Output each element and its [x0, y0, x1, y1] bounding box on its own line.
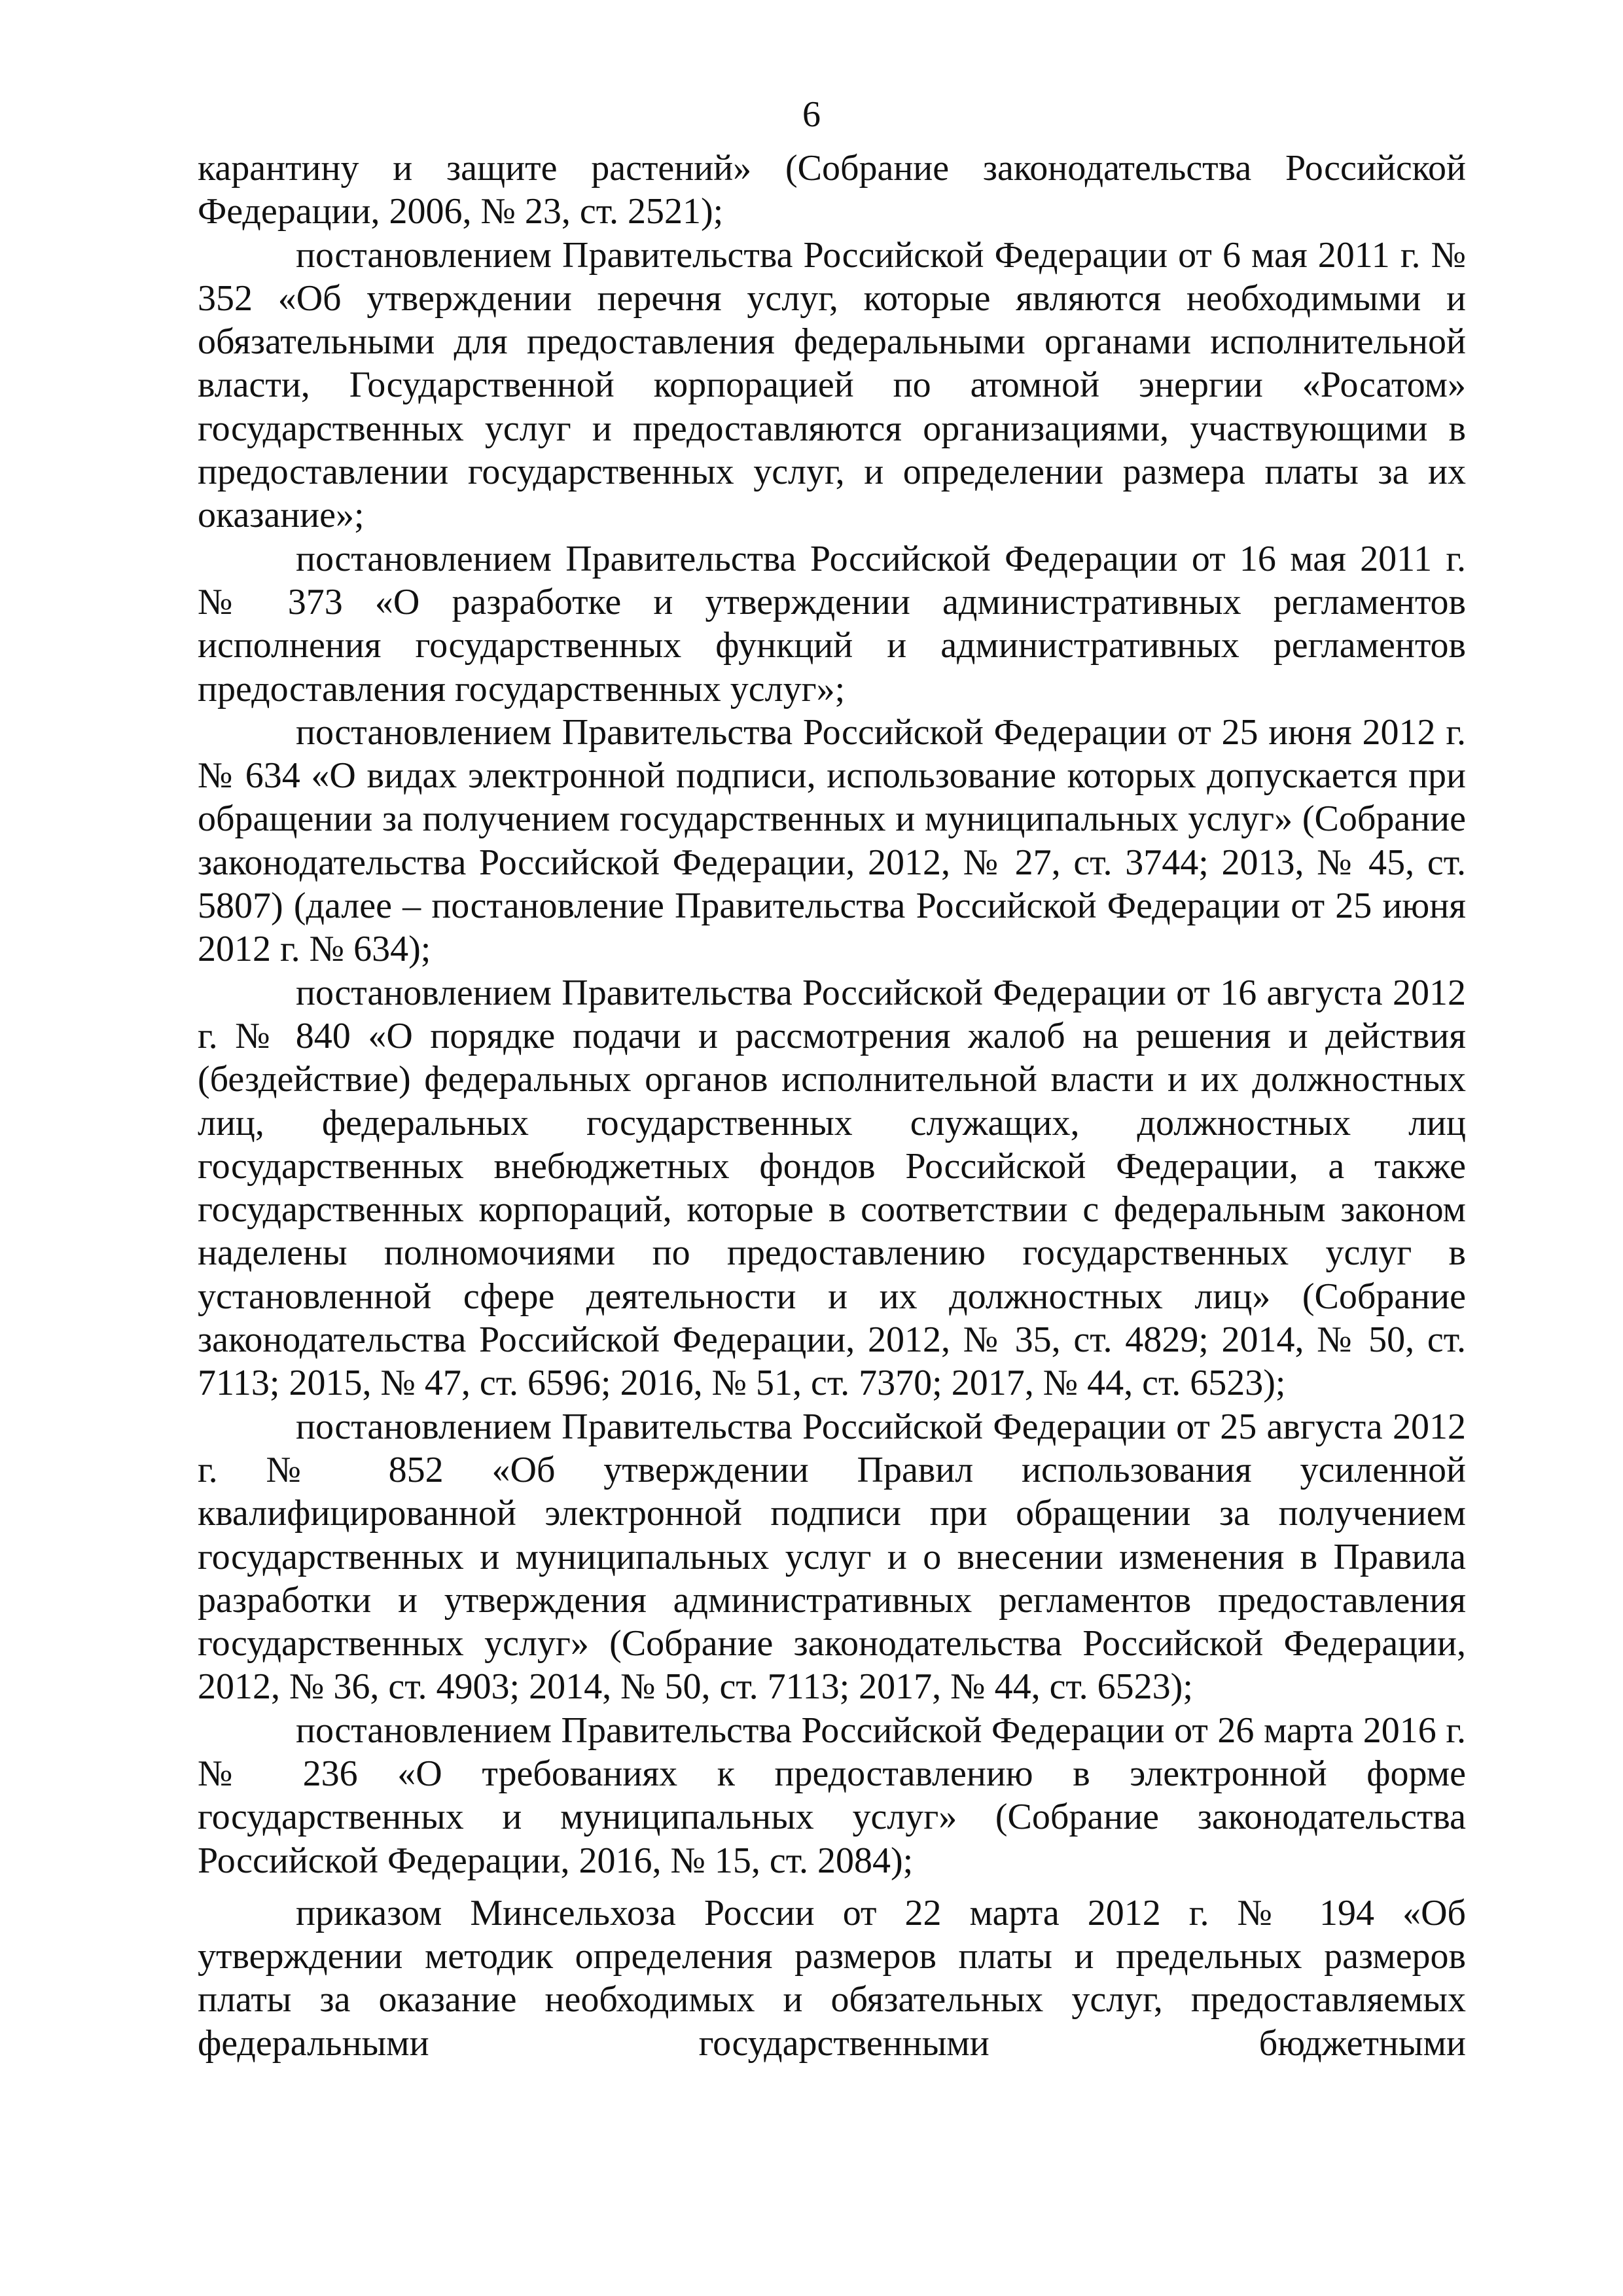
document-body [198, 147, 1466, 2065]
paragraph-order-194: приказом Минсельхоза России от 22 марта 2012 г. № 194 «Об утверждении методик определения размеров платы и предельных размеров платы за оказание необходимых и обязательных услуг, предоставляемых федеральными государственными бюджетными [198, 1892, 1466, 2064]
paragraph-decree-852: постановлением Правительства Российской Федерации от 25 августа 2012 г. № 852 «Об утверждении Правил использования усиленной квалифицированной электронной подписи при обращении за получением государственных и муниципальных услуг и о внесении изменения в Правила разработки и утверждения административных регламентов предоставления государственных услуг» (Собрание законодательства Российской Федерации, 2012, № 36, ст. 4903; 2014, № 50, ст. 7113; 2017, № 44, ст. 6523); [198, 1406, 1466, 1708]
paragraph-decree-634: постановлением Правительства Российской Федерации от 25 июня 2012 г. № 634 «О видах электронной подписи, использование которых допускается при обращении за получением государственных и муниципальных услуг» (Собрание законодательства Российской Федерации, 2012, № 27, ст. 3744; 2013, № 45, ст. 5807) (далее – постановление Правительства Российской Федерации от 25 июня 2012 г. № 634); [198, 711, 1466, 970]
paragraph-decree-840: постановлением Правительства Российской Федерации от 16 августа 2012 г. № 840 «О порядке подачи и рассмотрения жалоб на решения и действия (бездействие) федеральных органов исполнительной власти и их должностных лиц, федеральных государственных служащих, должностных лиц государственных внебюджетных фондов Российской Федерации, а также государственных корпораций, которые в соответствии с федеральным законом наделены полномочиями по предоставлению государственных услуг в установленной сфере деятельности и их должностных лиц» (Собрание законодательства Российской Федерации, 2012, № 35, ст. 4829; 2014, № 50, ст. 7113; 2015, № 47, ст. 6596; 2016, № 51, ст. 7370; 2017, № 44, ст. 6523); [198, 972, 1466, 1404]
paragraph-continuation: карантину и защите растений» (Собрание законодательства Российской Федерации, 2006, № 23, ст. 2521); [198, 148, 1466, 232]
paragraph-decree-352: постановлением Правительства Российской Федерации от 6 мая 2011 г. № 352 «Об утверждении перечня услуг, которые являются необходимыми и обязательными для предоставления федеральными органами исполнительной власти, Государственной корпорацией по атомной энергии «Росатом» государственных услуг и предоставляются организациями, участвующими в предоставлении государственных услуг, и определении размера платы за их оказание»; [198, 234, 1466, 536]
paragraph-decree-373: постановлением Правительства Российской Федерации от 16 мая 2011 г. № 373 «О разработке и утверждении административных регламентов исполнения государственных функций и административных регламентов предоставления государственных услуг»; [198, 538, 1466, 709]
page-number: 6 [802, 94, 821, 135]
paragraph-decree-236: постановлением Правительства Российской Федерации от 26 марта 2016 г. № 236 «О требованиях к предоставлению в электронной форме государственных и муниципальных услуг» (Собрание законодательства Российской Федерации, 2016, № 15, ст. 2084); [198, 1710, 1466, 1881]
